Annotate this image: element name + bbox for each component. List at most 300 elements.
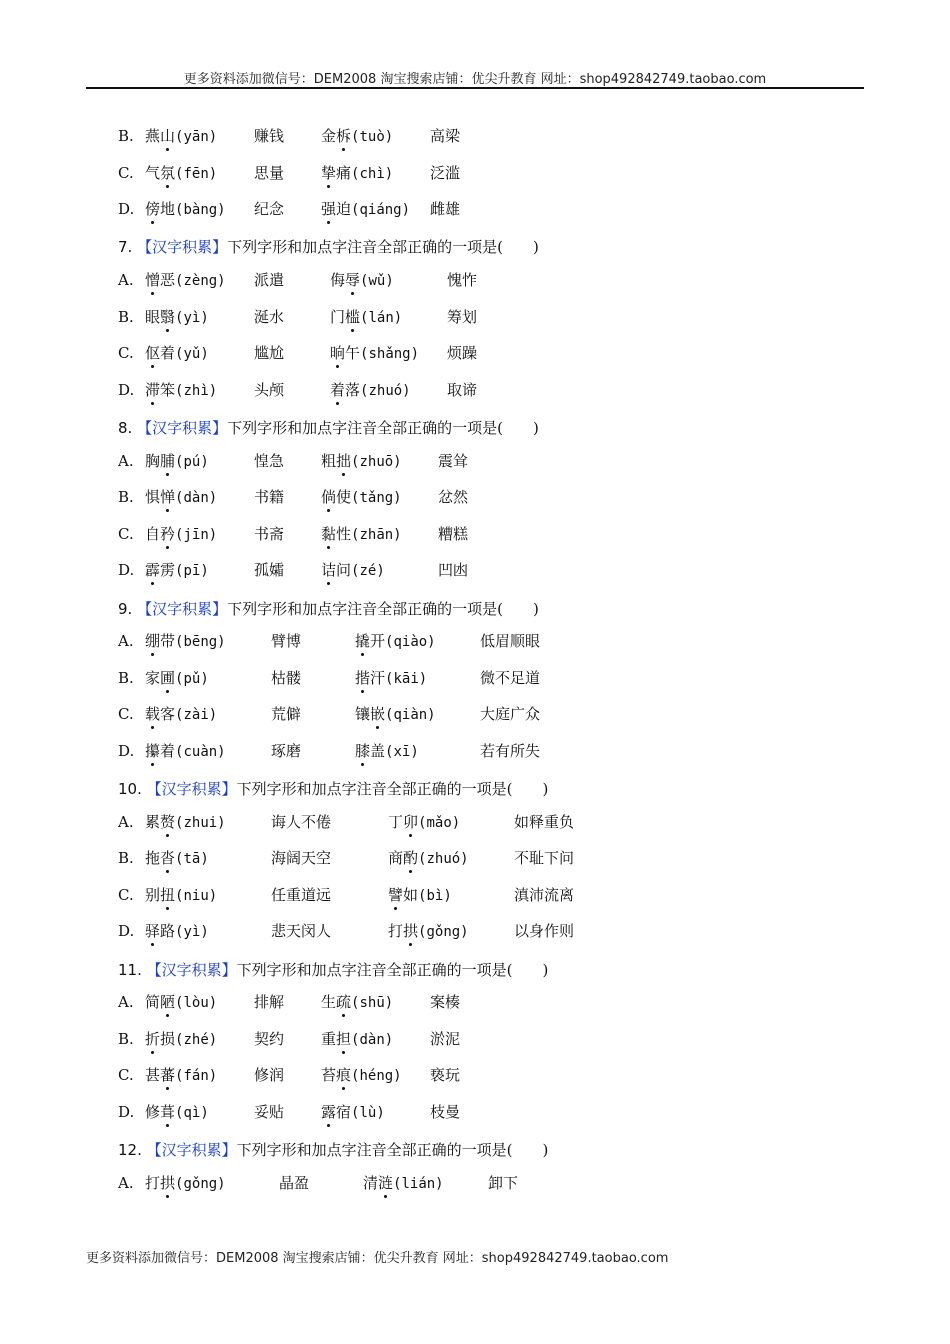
term-text: 低眉顺眼 [480,632,541,650]
term-text: 烦躁 [447,344,478,362]
option-term [355,704,436,725]
term-text: 落 [345,381,361,399]
question-stem [118,237,539,257]
pinyin: (zhuō) [351,454,402,470]
dotted-character: 痕 [336,1066,352,1084]
option-term [514,848,574,868]
term-text: 打 [388,922,404,940]
dotted-character: 伛 [145,344,161,362]
option-letter: A. [118,632,134,650]
term-text: 如释重负 [514,813,575,831]
option-term [388,812,460,833]
term-text: 淤泥 [430,1030,461,1048]
term-text: 着 [160,344,176,362]
option-term [330,307,402,328]
pinyin: (shǎng) [360,346,420,362]
dotted-character: 山 [160,127,176,145]
option-term [271,885,331,905]
header-divider [86,87,864,89]
option-term [438,524,468,544]
option-term [271,631,301,651]
pinyin: (wǔ) [360,273,394,289]
dotted-character: 沓 [160,849,176,867]
term-text: 忿然 [438,488,469,506]
option-term [514,812,574,832]
pinyin: (zhé) [175,1032,218,1048]
pinyin: (chì) [351,166,394,182]
option-term [488,1173,518,1193]
term-text: 悲天闵人 [271,922,332,940]
option-letter: B. [118,669,134,687]
question-text: 下列字形和加点字注音全部正确的一项是( ) [236,961,549,979]
pinyin: (shū) [351,995,394,1011]
term-text: 痛 [336,164,352,182]
pinyin: (bàng) [175,202,226,218]
option-term [145,487,217,508]
question-number: 9. [118,600,138,618]
option-term [321,1029,393,1050]
question-text: 下列字形和加点字注音全部正确的一项是( ) [236,780,549,798]
term-text: 纪念 [254,200,285,218]
option-term [145,848,209,869]
dotted-character: 拙 [336,452,352,470]
pinyin: (zài) [175,707,218,723]
option-letter: B. [118,308,134,326]
term-text: 大庭广众 [480,705,541,723]
option-term [430,1102,460,1122]
term-text: 糟糕 [438,525,469,543]
pinyin: (zhuó) [418,851,469,867]
dotted-character: 嵌 [370,705,386,723]
term-text: 涎水 [254,308,285,326]
option-letter: A. [118,271,134,289]
option-letter: B. [118,1030,134,1048]
dotted-character: 撬 [355,632,371,650]
option-term [438,560,468,580]
dotted-character: 扭 [160,886,176,904]
option-term [254,524,284,544]
pinyin: (pī) [175,563,209,579]
option-letter: C. [118,705,134,723]
term-text: 尴尬 [254,344,285,362]
question-number: 7. [118,238,138,256]
question-text: 下列字形和加点字注音全部正确的一项是( ) [236,1141,549,1159]
option-term [145,1029,217,1050]
option-term [254,487,284,507]
question-text: 下列字形和加点字注音全部正确的一项是( ) [227,238,539,256]
dotted-character: 陋 [160,993,176,1011]
option-term [330,270,394,291]
term-text: 带 [160,632,176,650]
pinyin: (qì) [175,1105,209,1121]
term-text: 凹凼 [438,561,469,579]
pinyin: (jīn) [175,527,218,543]
term-text: 侮 [330,271,346,289]
dotted-character: 霹 [145,561,161,579]
term-text: 简 [145,993,161,1011]
term-text: 诲人不倦 [271,813,332,831]
question-stem [118,418,539,438]
option-term [321,1065,402,1086]
term-text: 修润 [254,1066,285,1084]
option-term [145,343,209,364]
term-text: 恶 [160,271,176,289]
option-term [447,270,477,290]
option-term [254,307,284,327]
question-tag: 【汉字积累】 [146,961,237,979]
dotted-character: 赘 [160,813,176,831]
question-text: 下列字形和加点字注音全部正确的一项是( ) [227,419,539,437]
dotted-character: 卯 [403,813,419,831]
option-term [145,921,209,942]
dotted-character: 挚 [321,164,337,182]
option-term [279,1173,309,1193]
option-term [355,741,419,762]
dotted-character: 翳 [160,308,176,326]
dotted-character: 折 [145,1030,161,1048]
term-text: 雌雄 [430,200,461,218]
dotted-character: 强 [321,200,337,218]
option-term [388,921,469,942]
option-term [254,163,284,183]
option-term [514,921,574,941]
option-term [145,631,226,652]
term-text: 排解 [254,993,285,1011]
option-letter: B. [118,488,134,506]
option-term [254,343,284,363]
option-letter: A. [118,1174,134,1192]
term-text: 路 [160,922,176,940]
option-term [254,992,284,1012]
term-text: 高梁 [430,127,461,145]
dotted-character: 槛 [345,308,361,326]
question-stem [118,1140,548,1160]
dotted-character: 矜 [160,525,176,543]
term-text: 泛滥 [430,164,461,182]
term-text: 滇沛流离 [514,886,575,904]
option-term [145,307,209,328]
option-term [388,848,469,869]
term-text: 思量 [254,164,285,182]
option-term [430,126,460,146]
term-text: 别 [145,886,161,904]
question-number: 12. [118,1141,147,1159]
option-term [145,270,226,291]
option-term [254,1065,284,1085]
question-tag: 【汉字积累】 [137,238,228,256]
pinyin: (héng) [351,1068,402,1084]
option-term [145,885,217,906]
pinyin: (bēng) [175,634,226,650]
dotted-character: 攥 [145,742,161,760]
term-text: 金 [321,127,337,145]
pinyin: (fēn) [175,166,218,182]
option-letter: C. [118,1066,134,1084]
term-text: 丁 [388,813,404,831]
term-text: 孤孀 [254,561,285,579]
term-text: 惧 [145,488,161,506]
option-term [254,451,284,471]
term-text: 宿 [336,1103,352,1121]
option-term [447,307,477,327]
option-term [254,126,284,146]
term-text: 盖 [370,742,386,760]
option-term [145,812,226,833]
term-text: 粗 [321,452,337,470]
option-term [514,885,574,905]
option-term [254,199,284,219]
pinyin: (gǒng) [175,1176,226,1192]
option-letter: D. [118,561,135,579]
option-term [321,163,393,184]
pinyin: (qiàn) [385,707,436,723]
option-term [145,163,217,184]
option-term [145,992,217,1013]
dotted-character: 拱 [160,1174,176,1192]
option-term [145,668,209,689]
term-text: 惶急 [254,452,285,470]
page-header: 更多资料添加微信号：DEM2008 淘宝搜索店铺：优尖升教育 网址：shop492842749.taobao.com [183,72,767,87]
option-term [321,992,393,1013]
option-term [480,631,540,651]
term-text: 甚 [145,1066,161,1084]
dotted-character: 载 [145,705,161,723]
option-term [480,668,540,688]
question-number: 8. [118,419,138,437]
pinyin: (zhuó) [360,383,411,399]
option-term [330,343,419,364]
option-letter: A. [118,813,134,831]
term-text: 修 [145,1103,161,1121]
dotted-character: 绷 [145,632,161,650]
pinyin: (cuàn) [175,744,226,760]
pinyin: (kāi) [385,671,428,687]
pinyin: (yì) [175,924,209,940]
option-term [321,487,402,508]
option-term [321,560,385,581]
question-tag: 【汉字积累】 [137,419,228,437]
pinyin: (zhān) [351,527,402,543]
option-term [145,380,217,401]
term-text: 客 [160,705,176,723]
option-letter: A. [118,993,134,1011]
option-term [480,704,540,724]
option-term [388,885,452,906]
term-text: 清 [363,1174,379,1192]
option-term [430,163,460,183]
term-text: 镶 [355,705,371,723]
term-text: 头颅 [254,381,285,399]
pinyin: (mǎo) [418,815,461,831]
option-term [430,199,460,219]
option-term [254,380,284,400]
dotted-character: 晌 [330,344,346,362]
option-term [271,848,331,868]
option-term [330,380,411,401]
option-letter: D. [118,1103,135,1121]
dotted-character: 诘 [321,561,337,579]
option-term [438,487,468,507]
pinyin: (lán) [360,310,403,326]
term-text: 生 [321,993,337,1011]
dotted-character: 惮 [160,488,176,506]
pinyin: (pú) [175,454,209,470]
dotted-character: 涟 [378,1174,394,1192]
term-text: 荒僻 [271,705,302,723]
term-text: 迫 [336,200,352,218]
term-text: 任重道远 [271,886,332,904]
option-letter: D. [118,381,135,399]
term-text: 微不足道 [480,669,541,687]
term-text: 打 [145,1174,161,1192]
option-letter: C. [118,164,134,182]
term-text: 自 [145,525,161,543]
option-letter: D. [118,200,135,218]
term-text: 午 [345,344,361,362]
option-letter: C. [118,525,134,543]
question-text: 下列字形和加点字注音全部正确的一项是( ) [227,600,539,618]
term-text: 苔 [321,1066,337,1084]
term-text: 着 [160,742,176,760]
term-text: 以身作则 [514,922,575,940]
dotted-character: 着 [330,381,346,399]
option-term [430,992,460,1012]
term-text: 如 [403,886,419,904]
term-text: 拖 [145,849,161,867]
option-letter: B. [118,849,134,867]
option-term [145,1065,217,1086]
question-number: 10. [118,780,147,798]
option-term [271,704,301,724]
dotted-character: 蕃 [160,1066,176,1084]
option-term [447,380,477,400]
term-text: 雳 [160,561,176,579]
question-stem [118,599,539,619]
term-text: 臂博 [271,632,302,650]
dotted-character: 氛 [160,164,176,182]
term-text: 亵玩 [430,1066,461,1084]
option-term [145,199,226,220]
term-text: 取谛 [447,381,478,399]
term-text: 若有所失 [480,742,541,760]
term-text: 笨 [160,381,176,399]
term-text: 愧怍 [447,271,478,289]
pinyin: (lòu) [175,995,218,1011]
dotted-character: 疏 [336,993,352,1011]
option-term [254,1029,284,1049]
option-term [254,270,284,290]
pinyin: (tǎng) [351,490,402,506]
dotted-character: 憎 [145,271,161,289]
dotted-character: 辱 [345,271,361,289]
pinyin: (lù) [351,1105,385,1121]
pinyin: (lián) [393,1176,444,1192]
option-term [145,1173,226,1194]
dotted-character: 黏 [321,525,337,543]
term-text: 门 [330,308,346,326]
dotted-character: 驿 [145,922,161,940]
dotted-character: 脯 [160,452,176,470]
term-text: 海阔天空 [271,849,332,867]
term-text: 性 [336,525,352,543]
term-text: 筹划 [447,308,478,326]
question-number: 11. [118,961,147,979]
pinyin: (yān) [175,129,218,145]
option-term [271,668,301,688]
dotted-character: 柝 [336,127,352,145]
term-text: 家 [145,669,161,687]
option-letter: C. [118,886,134,904]
pinyin: (tuò) [351,129,394,145]
option-letter: D. [118,922,135,940]
option-letter: A. [118,452,134,470]
term-text: 累 [145,813,161,831]
dotted-character: 拱 [403,922,419,940]
dotted-character: 揩 [355,669,371,687]
option-term [480,741,540,761]
option-term [321,199,410,220]
dotted-character: 葺 [160,1103,176,1121]
option-term [321,451,402,472]
pinyin: (niu) [175,888,218,904]
pinyin: (yǔ) [175,346,209,362]
term-text: 气 [145,164,161,182]
option-term [321,524,402,545]
option-term [271,812,331,832]
term-text: 枯髅 [271,669,302,687]
term-text: 赚钱 [254,127,285,145]
dotted-character: 滞 [145,381,161,399]
option-term [447,343,477,363]
term-text: 案楱 [430,993,461,1011]
question-stem [118,779,548,799]
option-term [438,451,468,471]
term-text: 重 [321,1030,337,1048]
option-term [321,126,393,147]
page-footer: 更多资料添加微信号：DEM2008 淘宝搜索店铺：优尖升教育 网址：shop492842749.taobao.com [86,1251,669,1266]
term-text: 派遣 [254,271,285,289]
option-letter: B. [118,127,134,145]
term-text: 商 [388,849,404,867]
option-term [145,560,209,581]
option-term [145,126,217,147]
term-text: 地 [160,200,176,218]
term-text: 汗 [370,669,386,687]
question-tag: 【汉字积累】 [137,600,228,618]
option-term [145,451,209,472]
dotted-character: 酌 [403,849,419,867]
option-term [363,1173,444,1194]
term-text: 晶盈 [279,1174,310,1192]
term-text: 书斋 [254,525,285,543]
option-term [430,1029,460,1049]
dotted-character: 傍 [145,200,161,218]
dotted-character: 膝 [355,742,371,760]
term-text: 妥贴 [254,1103,285,1121]
option-term [271,741,301,761]
term-text: 契约 [254,1030,285,1048]
dotted-character: 譬 [388,886,404,904]
dotted-character: 露 [321,1103,337,1121]
dotted-character: 倘 [321,488,337,506]
pinyin: (zhì) [175,383,218,399]
pinyin: (dàn) [175,490,218,506]
option-term [271,921,331,941]
option-term [321,1102,385,1123]
term-text: 眼 [145,308,161,326]
term-text: 震耸 [438,452,469,470]
option-term [145,741,226,762]
